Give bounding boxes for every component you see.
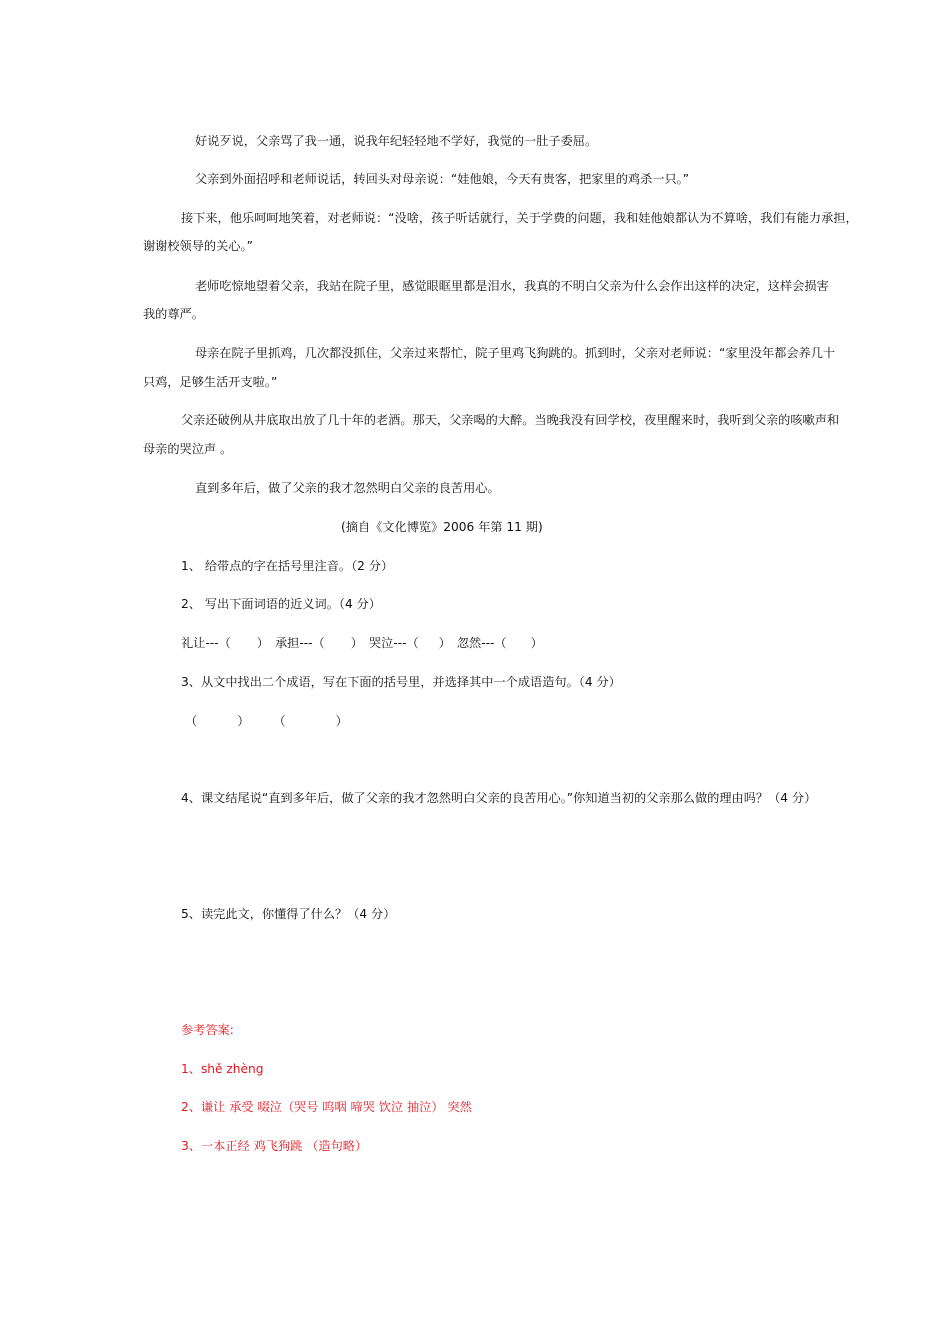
question-2: 2、 写出下面词语的近义词。（4 分）: [181, 597, 381, 611]
passage-source: (摘自《文化博览》2006 年第 11 期): [341, 520, 543, 534]
bracket-1-open: （: [185, 714, 198, 728]
word-4-label: 忽然---（: [456, 636, 507, 650]
question-3: 3、从文中找出二个成语，写在下面的括号里，并选择其中一个成语造句。（4 分）: [181, 675, 621, 689]
passage-paragraph-5-line-1: 母亲在院子里抓鸡，几次都没抓住，父亲过来帮忙，院子里鸡飞狗跳的。抓到时，父亲对老师说：“家里没年都会养几十: [195, 346, 836, 360]
word-4-bracket-close: ）: [530, 636, 543, 650]
word-2-label: 承担---（: [274, 636, 325, 650]
word-1-bracket-close: ）: [256, 636, 269, 650]
question-4: 4、课文结尾说“直到多年后，做了父亲的我才忽然明白父亲的良苦用心。”你知道当初的父亲那么做的理由吗？（4 分）: [181, 791, 817, 805]
passage-paragraph-1: 好说歹说，父亲骂了我一通，说我年纪轻轻地不学好，我觉的一肚子委屈。: [195, 134, 598, 148]
passage-paragraph-3-line-1: 接下来，他乐呵呵地笑着，对老师说：“没啥，孩子听话就行，关于学费的问题，我和娃他娘都认为不算啥，我们有能力承担，: [181, 211, 858, 225]
answer-1: 1、shě zhèng: [181, 1062, 264, 1076]
bracket-1-close: ）: [237, 714, 250, 728]
passage-paragraph-4-line-2: 我的尊严。: [143, 307, 204, 321]
word-2-bracket-close: ）: [350, 636, 363, 650]
question-1: 1、 给带点的字在括号里注音。（2 分）: [181, 559, 394, 573]
question-2-word-list: [181, 635, 543, 651]
answer-2: 2、谦让 承受 啜泣（哭号 呜咽 啼哭 饮泣 抽泣） 突然: [181, 1100, 472, 1114]
word-1-label: 礼让---（: [181, 636, 231, 650]
answer-heading: 参考答案:: [181, 1023, 234, 1037]
question-5: 5、读完此文，你懂得了什么？（4 分）: [181, 907, 396, 921]
answer-3: 3、一本正经 鸡飞狗跳 （造句略）: [181, 1139, 368, 1153]
passage-paragraph-6-line-1: 父亲还破例从井底取出放了几十年的老酒。那天，父亲喝的大醉。当晚我没有回学校，夜里醒来时，我听到父亲的咳嗽声和: [181, 413, 840, 427]
passage-paragraph-3-line-2: 谢谢校领导的关心。”: [143, 239, 253, 253]
word-3-bracket-close: ）: [438, 636, 451, 650]
passage-paragraph-6-line-2: 母亲的哭泣声 。: [143, 442, 233, 456]
word-3-label: 哭泣---（: [368, 636, 419, 650]
question-3-answer-brackets: [185, 713, 348, 729]
passage-paragraph-7: 直到多年后，做了父亲的我才忽然明白父亲的良苦用心。: [195, 481, 500, 495]
bracket-2-open: （: [273, 714, 286, 728]
passage-paragraph-5-line-2: 只鸡，足够生活开支啦。”: [143, 375, 278, 389]
passage-paragraph-4-line-1: 老师吃惊地望着父亲，我站在院子里，感觉眼眶里都是泪水，我真的不明白父亲为什么会作出这样的决定，这样会损害: [195, 279, 829, 293]
bracket-2-close: ）: [335, 714, 348, 728]
passage-paragraph-2: 父亲到外面招呼和老师说话，转回头对母亲说：“娃他娘，今天有贵客，把家里的鸡杀一只。”: [195, 172, 690, 186]
